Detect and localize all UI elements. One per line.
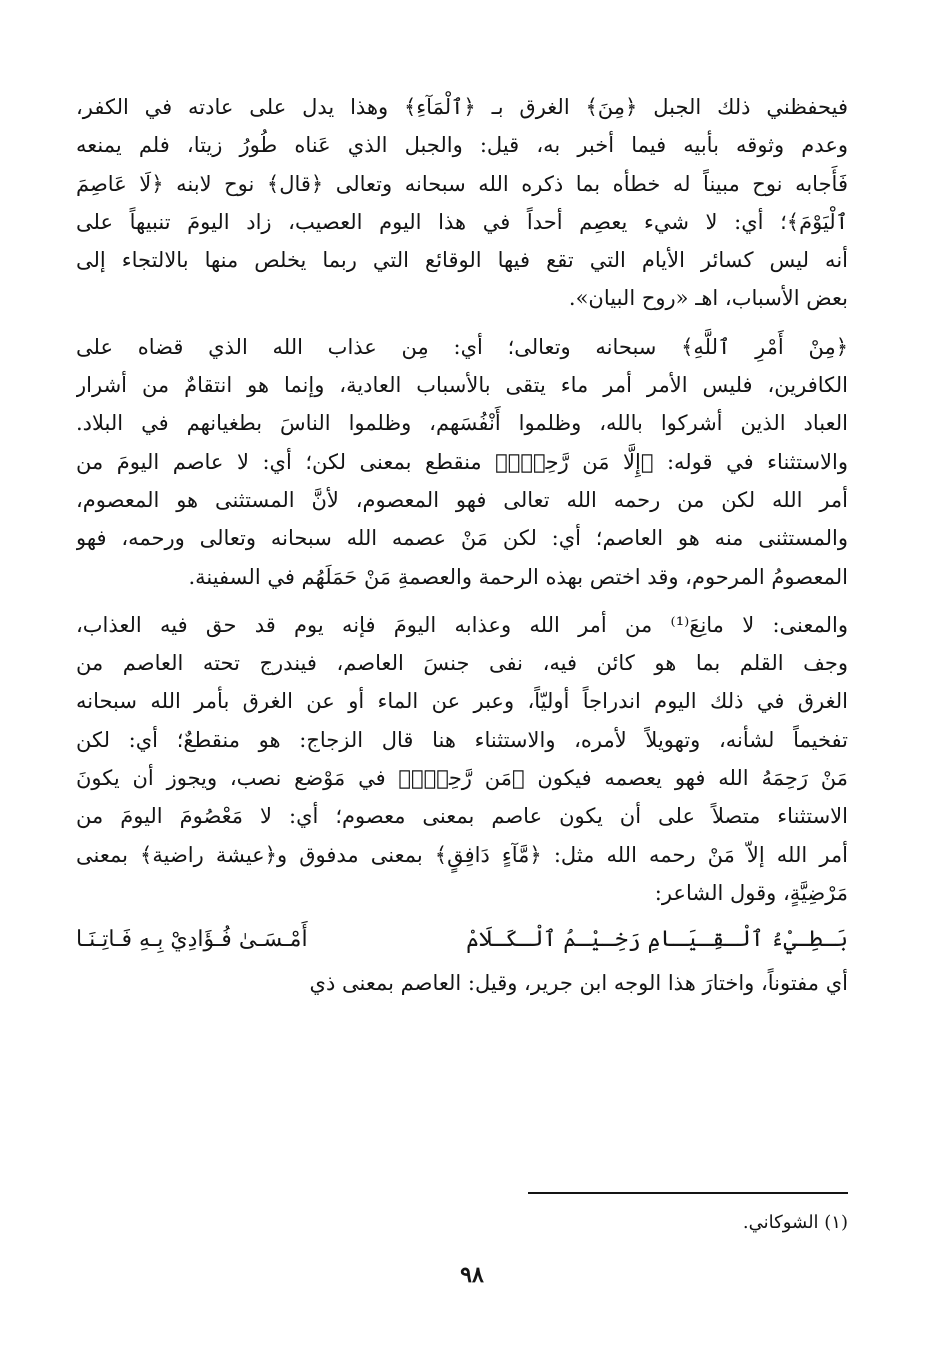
- text-line: أنه ليس كسائر الأيام التي تقع فيها الوقائع التي ربما يخلص منها بالالتجاء إلى: [76, 248, 848, 273]
- text-line: ٱلْيَوْمَ﴾؛ أي: لا شيء يعصِم أحداً في هذا اليوم العصيب، زاد اليومَ تنبيهاً على: [76, 209, 848, 234]
- verse-right-hemistich: بَـطِـيْءُ ٱلْـقِـيَـامِ رَخِـيْـمُ ٱلْـكَـلَامْ: [466, 927, 848, 953]
- paragraph-gap: [76, 596, 848, 606]
- body-text: [76, 88, 848, 1003]
- text-line: بعض الأسباب، اهـ «روح البيان».: [568, 286, 848, 311]
- text-line: وجف القلم بما هو كائن فيه، نفى جنسَ العاصم، فيندرج تحته العاصم من: [76, 651, 848, 676]
- verse-left-hemistich: أَمْـسَـىٰ فُـؤَادِيْ بِـهِ فَـاتِـنَـا: [76, 927, 308, 953]
- text-line: المعصومُ المرحوم، وقد اختص بهذه الرحمة والعصمةِ مَنْ حَمَلَهُم في السفينة.: [188, 564, 848, 589]
- text-line: مَرْضِيَّةٍ، وقول الشاعر:: [654, 880, 848, 905]
- text-line: الاستثناء متصلاً على أن يكون عاصم بمعنى معصوم؛ أي: لا مَعْصُومَ اليومَ من: [76, 804, 848, 829]
- text-line: وعدم وثوقه بأبيه فيما أخبر به، قيل: والجبل الذي عَناه طُورُ زيتا، فلم يمنعه: [76, 133, 848, 158]
- paragraph: [76, 606, 848, 912]
- poetry-verse: [76, 918, 848, 962]
- footnote: (١) الشوكاني.: [742, 1212, 848, 1233]
- paragraph: [76, 328, 848, 596]
- page-number: ٩٨: [460, 1262, 484, 1288]
- closing-line: أي مفتوناً، واختارَ هذا الوجه ابن جرير، وقيل: العاصم بمعنى ذي: [309, 971, 848, 996]
- text-line: والمعنى: لا مانِعَ⁽¹⁾ من أمر الله وعذابه اليومَ فإنه يوم قد حق فيه العذاب،: [76, 612, 848, 637]
- text-line: مَنْ رَحِمَهُ الله فهو يعصمه فيكون ﴿مَن رَّحِمَۚ﴾ في مَوْضع نصب، ويجوز أن يكونَ: [76, 766, 848, 791]
- footnote-separator: [528, 1192, 848, 1194]
- paragraph: [76, 88, 848, 318]
- text-line: أمر الله لكن من رحمه الله تعالى فهو المعصوم، لأنَّ المستثنى هو المعصوم،: [76, 487, 848, 512]
- paragraph-gap: [76, 318, 848, 328]
- text-line: العباد الذين أشركوا بالله، وظلموا أَنْفُسَهم، وظلموا الناسَ بطغيانهم في البلاد.: [76, 411, 848, 436]
- text-line: الكافرين، فليس الأمر أمر ماء يتقى بالأسباب العادية، وإنما هو انتقامٌ من أشرار: [76, 373, 848, 398]
- text-line: فَأَجابه نوح مبيناً له خطأه بما ذكره الله سبحانه وتعالى ﴿قال﴾ نوح لابنه ﴿لَا عَاصِمَ: [76, 171, 848, 196]
- text-line: والاستثناء في قوله: ﴿إِلَّا مَن رَّحِمَۚ﴾ منقطع بمعنى لكن؛ أي: لا عاصم اليومَ من: [76, 449, 848, 474]
- text-line: والمستثنى منه هو العاصم؛ أي: لكن مَنْ عصمه الله سبحانه وتعالى ورحمه، فهو: [76, 526, 848, 551]
- text-line: أمر الله إلاّ مَنْ رحمه الله مثل: ﴿مَّآءٍ دَافِقٍ﴾ بمعنى مدفوق و﴿عيشة راضية﴾ بمعنى: [76, 842, 848, 867]
- text-line: تفخيماً لشأنه، وتهويلاً لأمره، والاستثناء هنا قال الزجاج: هو منقطعٌ؛ أي: لكن: [76, 727, 848, 752]
- text-line: ﴿مِنْ أَمْرِ ٱللَّهِ﴾ سبحانه وتعالى؛ أي: مِن عذاب الله الذي قضاه على: [76, 334, 848, 359]
- text-line: الغرق في ذلك اليوم اندراجاً أوليّاً، وعبر عن الماء أو عن الغرق بأمر الله سبحانه: [76, 689, 848, 714]
- text-line: فيحفظني ذلك الجبل ﴿مِنَ﴾ الغرق بـ ﴿ٱلْمَآءِ﴾ وهذا يدل على عادته في الكفر،: [76, 95, 848, 119]
